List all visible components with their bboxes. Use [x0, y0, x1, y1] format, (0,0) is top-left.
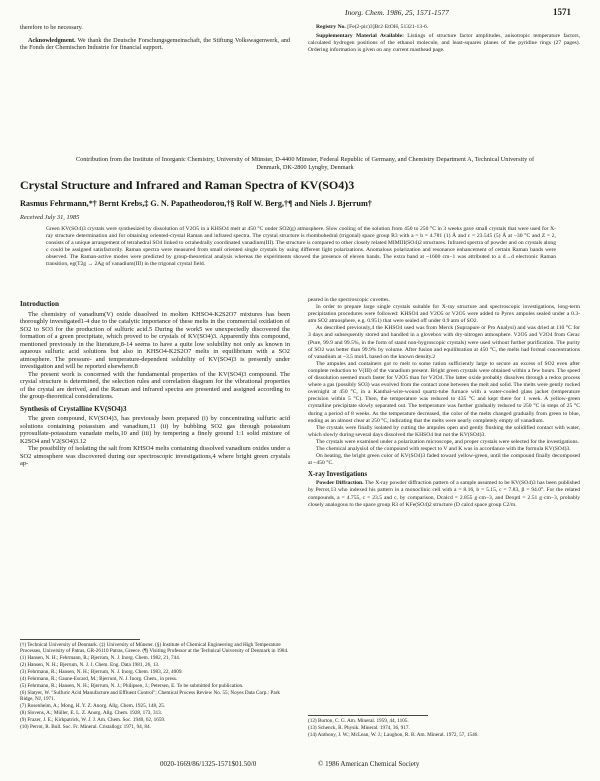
right-paragraph-5: The crystals were examined under a polarization microscope, and proper crystals were selected for the investigations. [316, 438, 579, 445]
powder-diffraction-text: The X-ray powder diffraction pattern of a sample assumed to be KV(SO4)3 has been published by Perrot,13 who indexed his pattern in a monoclinic cell with a = 8.16, b = 5.15, c = 7.83, β = 94.0°. For the related compounds, a = 4.755, c = 23.5 and c, by comparison, Dcalcd = 2.855 g·cm−3, and Dexptl = 2.51 g·cm−3, probably closely analogous to the space group R3 of KFe(SO4)2 structure (D calcd space group C2/m. [308, 480, 580, 508]
acknowledgment-label: Acknowledgment. [28, 36, 76, 44]
footnote-rule [20, 639, 140, 640]
powder-diffraction-label: Powder Diffraction. [316, 480, 364, 487]
registry-label: Registry No. [316, 24, 346, 30]
introduction-heading: Introduction [20, 300, 60, 308]
registry [308, 24, 580, 31]
footnote: (2) Hansen, N. H.; Bjerrum, N. J. J. Chem. Eng. Data 1981, 26, 13. [20, 662, 160, 669]
right-paragraph-4: The crystals were finally isolated by cutting the ampules open and gently flushing the solidified contact with water, which slowly during several days dissolved the KHSO4 but not the KV(SO4)3. [308, 424, 580, 438]
prev-article-end-text: therefore to be necessary. [20, 24, 83, 31]
footnote: (1) Hansen, N. H.; Fehrmann, R.; Bjerrum, N. J. Inorg. Chem. 1982, 21, 744. [20, 655, 181, 662]
footnote: (8) Slovens, A.; Müller, E. L. Z. Anorg. Allg. Chem. 1928, 173, 313. [20, 710, 163, 717]
footnote: (7) Rosenheim, A.; Mong, H. Y. Z. Anorg. Allg. Chem. 1925, 148, 25. [20, 703, 166, 710]
footnote: (9) Frazer, J. E.; Kirkpatrick, W. J. J. Am. Chem. Soc. 1940, 62, 1659. [20, 716, 166, 723]
right-paragraph-7: On heating, the bright green color of KV(SO4)3 faded toward yellow-green, until the compound finally decomposed at ~450 °C. [308, 453, 580, 467]
footnote-rule-right [308, 715, 428, 716]
xray-paragraph [308, 480, 580, 508]
acknowledgment-text: We thank the Deutsche Forschungsgemeinschaft, the Stiftung Volkswagenwerk, and the Fonds der Chemischen Industrie for financial support. [20, 36, 290, 52]
author-list: Rasmus Fehrmann,*† Bernt Krebs,‡ G. N. Papatheodorou,†§ Rolf W. Berg,†¶ and Niels J. Bjerrum† [20, 199, 372, 208]
received-date: Received July 31, 1985 [20, 214, 80, 221]
right-paragraph-0: peared in the spectroscopic cuvettes. [308, 297, 390, 303]
footnotes-left [20, 642, 290, 731]
prev-article-right [308, 24, 580, 54]
page-number: 1571 [553, 7, 571, 17]
supplementary-label: Supplementary Material Available: [316, 33, 404, 40]
right-paragraph-2: As described previously,4 the KHSO4 used was from Merck (Suprapure or Pro Analysi) and was dried at 110 °C for 3 days and subsequently stored and handled in a glovebox with dry-nitrogen atmosphere. V2O5 and V2O4 from Cerac (Pure, 99.9 and 99.5%, in the form of stand non-hygroscopic crystals) were used without further purification. The purity of SO2 was better than 99.9% by volume. After fusion and equilibration at 450 °C, the melts had formal concentrations of vanadium at ~3.5 mol/L based on the known density.2 [308, 325, 580, 360]
synthesis-paragraph-1: The green compound, KV(SO4)3, has previously been prepared (i) by concentrating sulfuric acid solutions containing potassium and vanadium,11 (ii) by bubbling SO2 gas through potassium pyrosulfate-potassium vanadate melts,10 and (iii) by tempering a finely ground 1:1 solid mixture of K2SO4 and V2(SO4)3.12 [20, 415, 290, 445]
copyright: © 1986 American Chemical Society [318, 760, 420, 768]
prev-article-left [20, 24, 290, 52]
right-paragraph-6: The chemical analysis4 of the compound with respect to V and K was in accordance with the formula KV(SO4)3. [316, 445, 571, 452]
synthesis-heading: Synthesis of Crystalline KV(SO4)3 [20, 404, 127, 413]
intro-paragraph-1: The chemistry of vanadium(V) oxide dissolved in molten KHSO4-K2S2O7 mixtures has been thoroughly investigated1-4 due to the catalytic importance of these melts in the commercial oxidation of SO2 to SO3 for the production of sulfuric acid.5 During the work5 we unexpectedly discovered the formation of a green precipitate, which proved to be crystals of KV(SO4)3. Apparently this compound, mentioned previously in the literature,8-14 seems to have a quite low solubility not only as known in aqueous sulfuric acid solutions but also in KHSO4-K2S2O7 melts in equilibrium with a SO2 atmosphere. The pressure- and temperature-dependent solubility of KV(SO4)3 is presently under investigation and will be reported elsewhere.8 [20, 310, 290, 370]
footnote: (14) Anthony, J. W.; McLean, W. J.; Laughon, R. B. Am. Mineral. 1972, 57, 1546. [308, 731, 479, 738]
footnote: (3) Fehrmann, R.; Hansen, N. H.; Bjerrum, N. J. Inorg. Chem. 1983, 22, 4009. [20, 669, 183, 676]
running-head: Inorg. Chem. 1986, 25, 1571-1577 [345, 8, 449, 17]
left-column [20, 297, 290, 468]
acknowledgment [20, 37, 290, 52]
registry-text: [Fe(2-pic)3]Br2·EtOH, 51321-13-6. [347, 24, 429, 30]
abstract: Green KV(SO4)3 crystals were synthesized by dissolution of V2O5 in a KHSO4 melt at 450 °C under SO2(g) atmosphere. Slow cooling of the solution from 450 to 250 °C in 3 weeks gave small crystals that were used for X-ray structure determination and for obtaining oriented-crystal Raman and infrared spectra. The crystal structure is rhombohedral (trigonal) space group R3 with a = b = 4.781 (1) Å and c = 23.545 (5) Å at −30 °C and Z = 2, consists of a unique arrangement of tetrahedral SO4 linked to octahedrally coordinated vanadium(III). The structure is compared to other closely related MIMIII(SO4)2 structures. Infrared spectra of powder and on crystals along c could be assigned satisfactorily. Raman spectra were measured from small oriented single crystals by using different light polarizations. Anomalous polarization and resonance enhancement of certain Raman bands were observed. The Raman-active modes were predicted by group-theoretical analysis whereas the experiments showed the presence of eleven bands. The extra band at ~1600 cm−1 was attributed to a d→d electronic Raman transition, eg(T2g → 2Ag of vanadium(III) in the trigonal crystal field. [46, 226, 556, 268]
footnote: (10) Perrot, R. Bull. Soc. Fr. Mineral. Cristallogr. 1971, 94, 84. [20, 723, 151, 730]
contribution-line: Contribution from the Institute of Inorganic Chemistry, University of Münster, D-4400 Münster, Federal Republic of Germany, and Chemistry Department A, Technical University of Denmark, DK-2800 Lyngby, Denmark [75, 156, 535, 171]
supplementary-text: Listings of structure factor amplitudes, anisotropic temperature factors, calculated hydrogen positions of the ethanol molecule, and least-squares planes of the pyridine rings (27 pages). Ordering information is given on any current masthead page. [308, 33, 580, 54]
footnote: (13) Schenck, R. Physik. Mineral. 1974, 36, 917. [308, 724, 410, 731]
footnote: (5) Fehrmann, R.; Hansen, N. H.; Bjerrum, N. J.; Philipsen, J.; Petersen, E. To be submitted for publication. [20, 682, 244, 689]
right-column [308, 297, 580, 509]
footnote: (12) Burton, C. G. Am. Mineral. 1959, 44, 1105. [308, 718, 409, 724]
article-code: 0020-1669/86/1325-1571$01.50/0 [160, 760, 257, 768]
xray-heading: X-ray Investigations [308, 471, 368, 479]
footnote: (4) Fehrmann, R.; Gaune-Escard, M.; Bjerrum, N. J. Inorg. Chem., in press. [20, 676, 178, 683]
right-paragraph-3: The ampules and containers got to melt to some ration sufficiently large to secure an excess of SO2 even after complete reduction to V(III) of the vanadium present. Bright green crystals were obtained within a few hours. The speed of dissolution seemed much faster for V2O5 than for V2O4. The latter oxide probably dissolves through a redox process where a gas (possibly SO3) was evolved from the contact zone between the melt and solid. The melts were gently rocked overnight at 450 °C, in a Kanthal-wire-wound quartz-tube furnace with a water-cooled glass jacket (temperature precision within 5 °C). Then, the temperature was reduced to 435 °C and kept there for 1 week. A yellow-green crystalline precipitate slowly separated out. The temperature was further gradually reduced to 250 °C in steps of 25 °C during a period of 8 weeks. As the temperature decreased, the color of the melts changed gradually from green to blue, ending as an almost clear at 250 °C, indicating that the melts were nearly completely empty of vanadium. [308, 360, 580, 424]
right-paragraph-1: In order to prepare large single crystals suitable for X-ray structure and spectroscopic investigations, long-term precipitation procedures were followed: KHSO4 and V2O5 or V2O5 were added to Pyrex ampules sealed under a 0.3-atm SO2 atmosphere, e.g. 0.951) that were sealed off under 0.9 atm of SO2. [308, 304, 580, 325]
supplementary-material [308, 33, 580, 54]
footnote: (†) Technical University of Denmark. (‡) University of Münster. (§) Institute of Chemical Engineering and High Temperature Processes, University of Patras, GR-26110 Patras, Greece. (¶) Visiting Professor at the Technical University of Denmark in 1984. [20, 642, 289, 655]
intro-paragraph-2: The present work is concerned with the fundamental properties of the KV(SO4)3 compound. The crystal structure is determined, the selection rules and correlation diagram for the vibrational properties of the crystal are derived, and the Raman and infrared spectra are presented and assigned according to the group-theoretical considerations. [20, 370, 290, 400]
synthesis-paragraph-2: The possibility of isolating the salt from KHSO4 melts containing dissolved vanadium oxides under a SO2 atmosphere was discovered during our spectroscopic investigations,4 where bright green crystals ap- [20, 445, 290, 467]
footnote: (6) Slatyer, W. "Sulfuric Acid Manufacture and Effluent Control"; Chemical Process Review No. 55; Noyes Data Corp.: Park Ridge, NJ, 1971. [20, 689, 280, 703]
article-title: Crystal Structure and Infrared and Raman Spectra of KV(SO4)3 [20, 178, 355, 192]
footnotes-right [308, 718, 580, 739]
